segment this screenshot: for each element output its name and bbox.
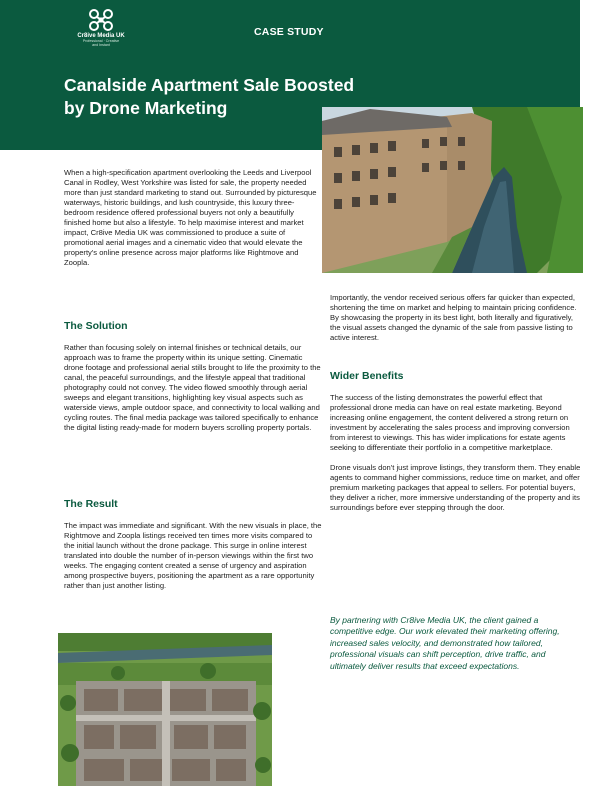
intro-paragraph: When a high-specification apartment overlooking the Leeds and Liverpool Canal in Rodley, West Yorkshire was listed for sale, the property needed more than just standard marketing to stand out. Surrounded by picturesque waterways, historic buildings, and lush countryside, this luxury three-bedroom residence offered professional buyers not only a beautifully finished home but also a lifestyle. To help maximise interest and market impact, Cr8ive Media UK was commissioned to produce a suite of promotional aerial images and a cinematic video that would elevate the property's online presence across major platforms like Rightmove and Zoopla. — [64, 168, 317, 267]
canal-apartment-photo — [322, 107, 583, 273]
benefits-paragraph-2: Drone visuals don't just improve listings, they transform them. They enable agents to command higher commissions, reduce time on market, and offer premium marketing packages that appeal to sellers. For potential buyers, they deliver a richer, more immersive understanding of the property and its surroundings before ever stepping through the door. — [330, 463, 581, 512]
result-paragraph: The impact was immediate and significant. With the new visuals in place, the Rightmove and Zoopla listings received ten times more visits compared to the initial launch without the drone package. This surge in online interest translated into double the number of in-person viewings within the first two weeks. The engaging content created a sense of urgency and aspiration among prospective buyers, positioning the apartment as a rare opportunity rather than just another listing. — [64, 521, 322, 590]
intro-section — [64, 168, 322, 268]
page-title: Canalside Apartment Sale Boosted by Drone Marketing — [64, 75, 355, 118]
brand-name: Cr8ive Media UK — [77, 33, 125, 39]
solution-section — [64, 321, 322, 433]
solution-heading: The Solution — [64, 320, 128, 332]
result-section — [64, 499, 322, 591]
aerial-estate-photo — [58, 633, 272, 786]
closing-quote: By partnering with Cr8ive Media UK, the client gained a competitive edge. Our work elevated their marketing offering, increased sales velocity, and demonstrated how tailored, professional visuals can shift perception, drive traffic, and ultimately deliver results that exceed expectations. — [330, 615, 560, 671]
brand-logo — [72, 8, 130, 47]
drone-logo-icon — [88, 8, 114, 32]
benefits-section — [330, 371, 582, 513]
offers-paragraph: Importantly, the vendor received serious offers far quicker than expected, shortening the time on market and helping to maintain pricing confidence. By showcasing the property in its best light, both literally and figuratively, the visual assets changed the dynamic of the sale from passive listing to active interest. — [330, 293, 577, 342]
result-heading: The Result — [64, 498, 118, 510]
case-study-label: CASE STUDY — [254, 26, 324, 38]
brand-tagline-2: and Instant — [92, 43, 110, 47]
brand-tagline: Professional · Creative — [82, 39, 120, 43]
offers-section — [330, 293, 582, 343]
benefits-paragraph-1: The success of the listing demonstrates the powerful effect that professional drone media can have on real estate marketing. Beyond increasing online engagement, the content delivered a strong return on investment by accelerating the sales process and improving conversion from interest to viewings. This has wider implications for estate agents seeking to differentiate their portfolio in a competitive marketplace. — [330, 393, 570, 452]
solution-paragraph: Rather than focusing solely on internal finishes or technical details, our approach was to frame the property within its unique setting. Cinematic drone footage and professional aerial stills brought to life the proximity to the canal, the peaceful surroundings, and the lifestyle appeal that traditional photography could not convey. The video flowed smoothly through aerial sweeps and elegant transitions, highlighting key visual aspects such as waterside views, ample outdoor space, and connectivity to local walking and cycling routes. The final media package was tailored specifically to enhance the digital listing ready-made for modern buyers scrolling property portals. — [64, 343, 321, 432]
benefits-heading: Wider Benefits — [330, 370, 404, 382]
